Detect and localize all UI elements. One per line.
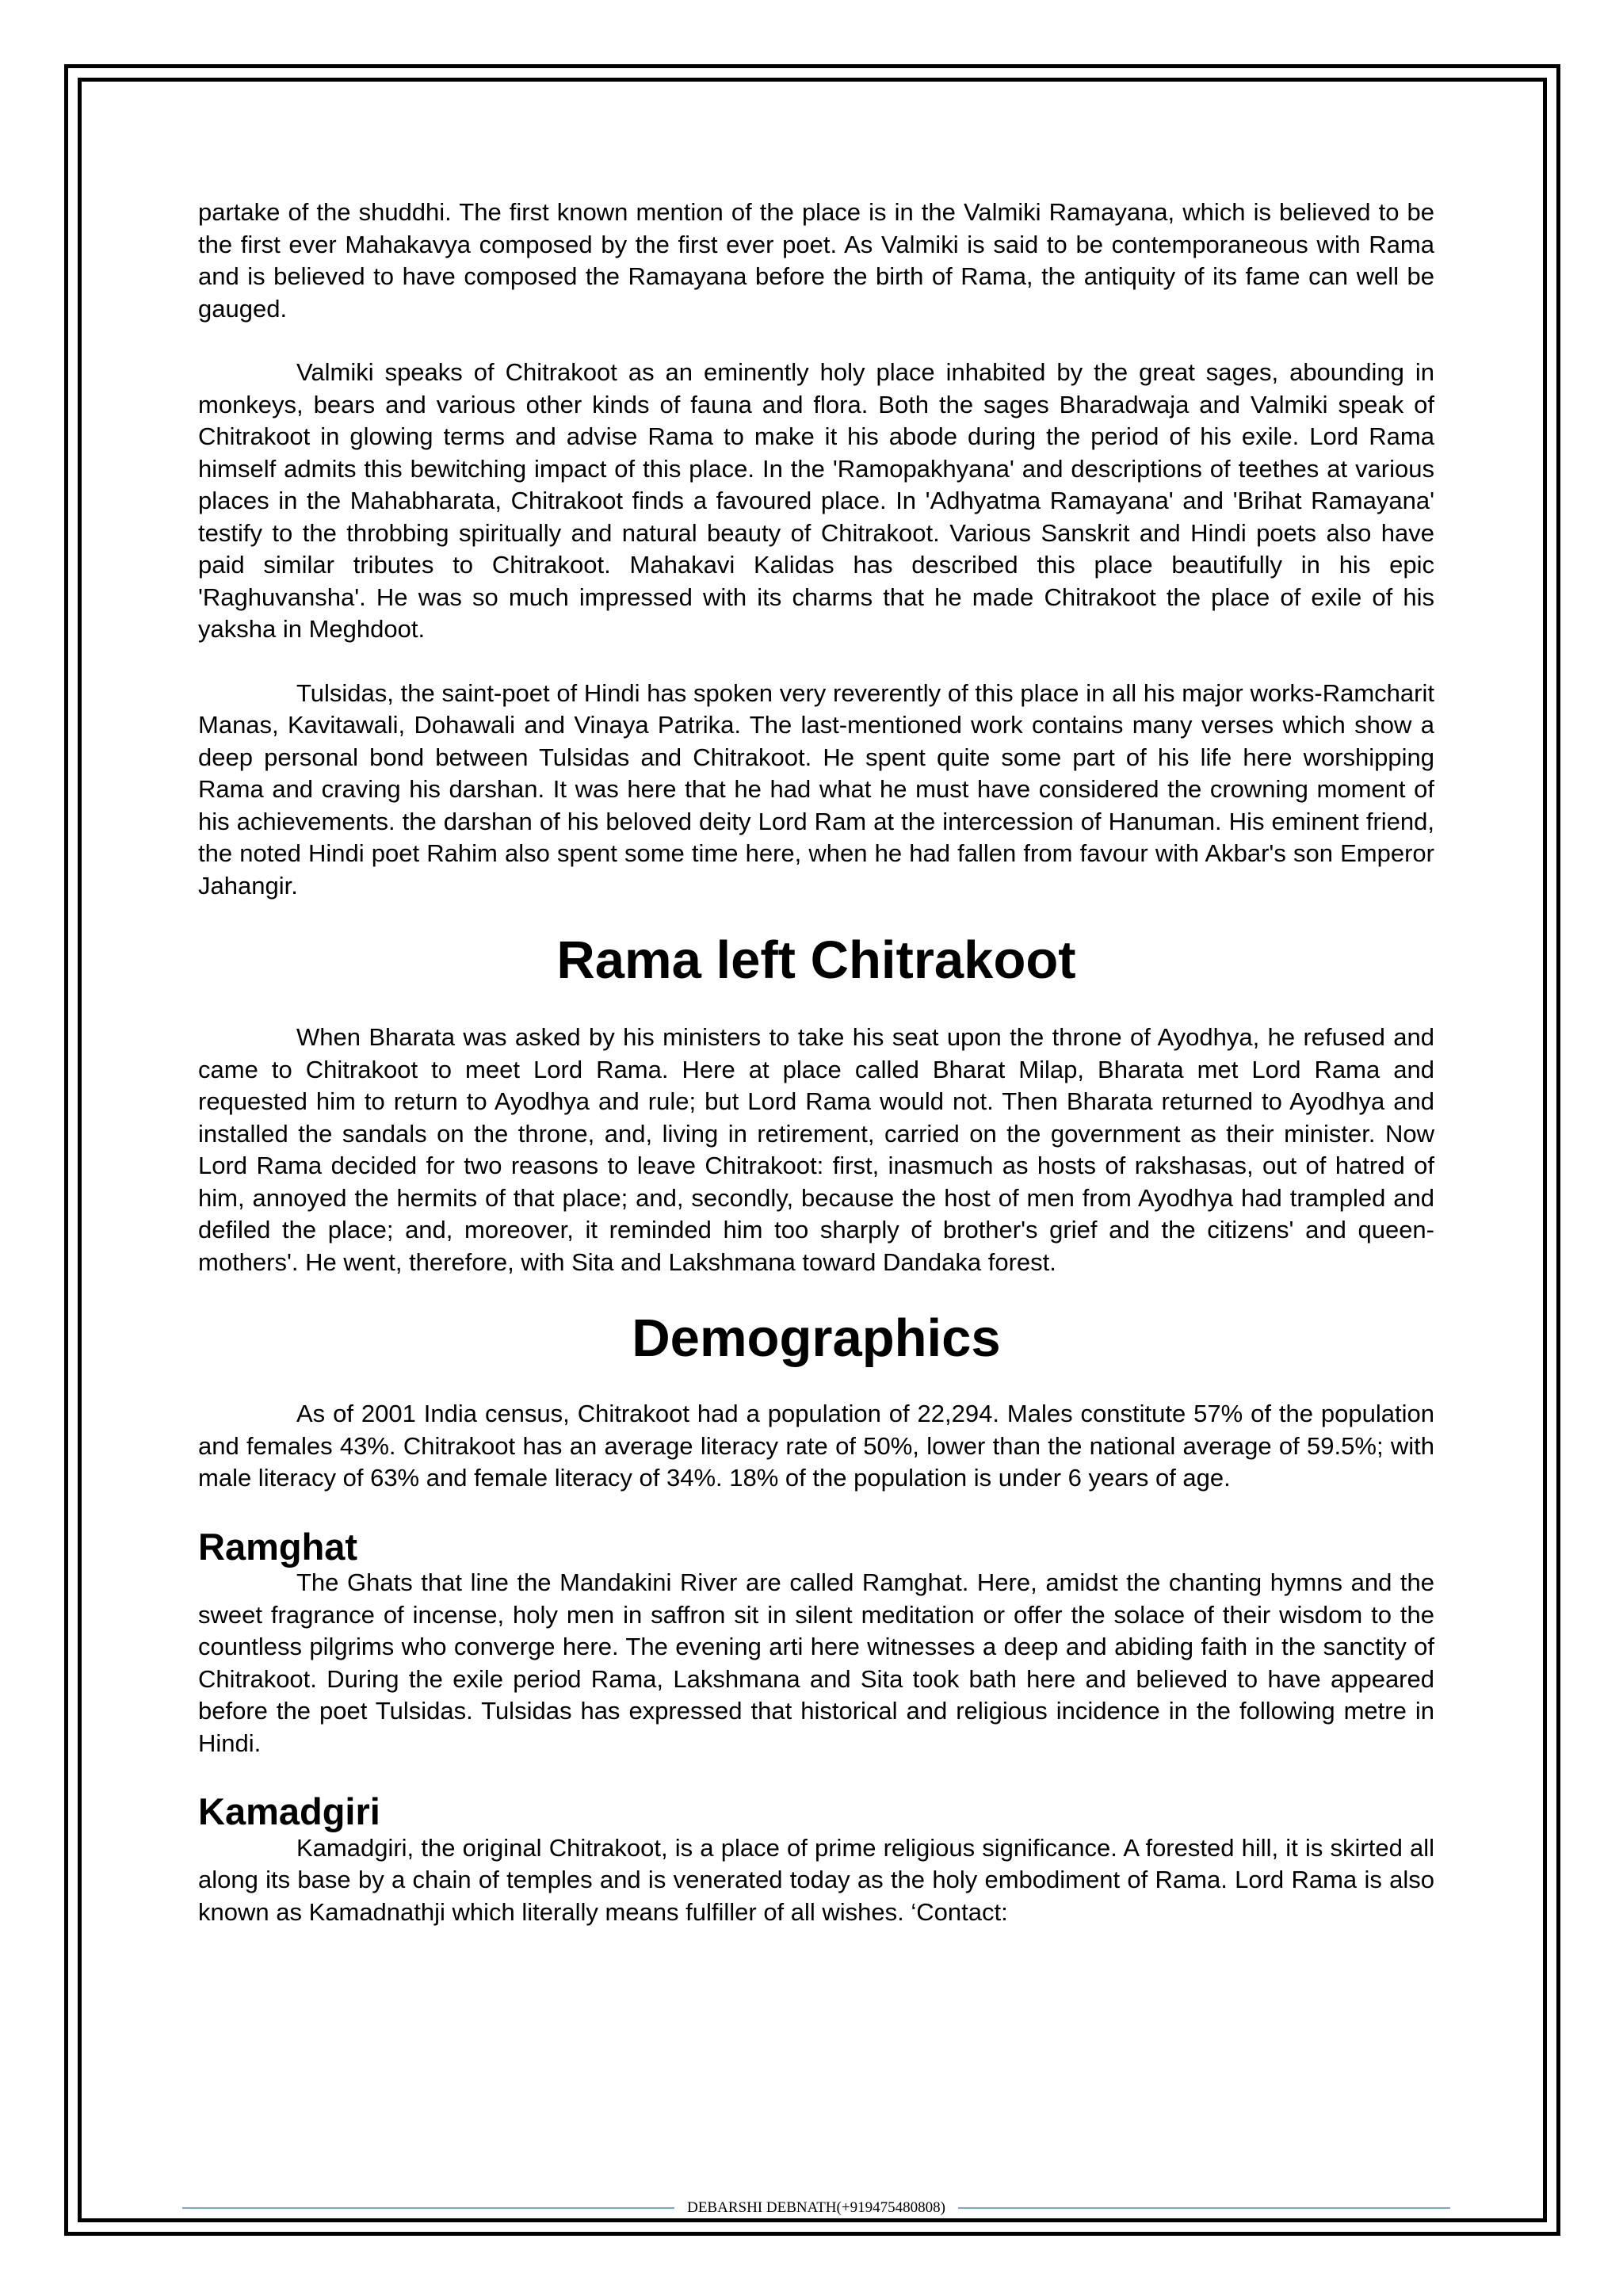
- footer-author: DEBARSHI DEBNATH(+919475480808): [687, 2199, 945, 2216]
- paragraph-tulsidas: Tulsidas, the saint-poet of Hindi has spoken very reverently of this place in all his major works-Ramcharit Manas, Kavitawali, Dohawali and Vinaya Patrika. The last-mentioned work contains many verses which show a deep personal bond between Tulsidas and Chitrakoot. He spent quite some part of his life here worshipping Rama and craving his darshan. It was here that he had what he must have considered the crowning moment of his achievements. the darshan of his beloved deity Lord Ram at the intercession of Hanuman. His eminent friend, the noted Hindi poet Rahim also spent some time here, when he had fallen from favour with Akbar's son Emperor Jahangir.: [198, 678, 1434, 900]
- footer-rule-left: [182, 2207, 674, 2209]
- paragraph-valmiki: Valmiki speaks of Chitrakoot as an eminently holy place inhabited by the great sages, abounding in monkeys, bears and various other kinds of fauna and flora. Both the sages Bharadwaja and Valmiki speak of Chitrakoot in glowing terms and advise Rama to make it his abode during the period of his exile. Lord Rama himself admits this bewitching impact of this place. In the 'Ramopakhyana' and descriptions of teethes at various places in the Mahabharata, Chitrakoot finds a favoured place. In 'Adhyatma Ramayana' and 'Brihat Ramayana' testify to the throbbing spiritually and natural beauty of Chitrakoot. Various Sanskrit and Hindi poets also have paid similar tributes to Chitrakoot. Mahakavi Kalidas has described this place beautifully in his epic 'Raghuvansha'. He was so much impressed with its charms that he made Chitrakoot the place of exile of his yaksha in Meghdoot.: [198, 358, 1434, 643]
- heading-rama-left-chitrakoot: Rama left Chitrakoot: [556, 930, 1076, 990]
- page-content: [198, 197, 1434, 1928]
- paragraph-intro: partake of the shuddhi. The first known mention of the place is in the Valmiki Ramayana, which is believed to be the first ever Mahakavya composed by the first ever poet. As Valmiki is said to be contemporaneous with Rama and is believed to have composed the Ramayana before the birth of Rama, the antiquity of its fame can well be gauged.: [198, 198, 1434, 323]
- paragraph-kamadgiri: Kamadgiri, the original Chitrakoot, is a place of prime religious significance. A forested hill, it is skirted all along its base by a chain of temples and is venerated today as the holy embodiment of Rama. Lord Rama is also known as Kamadnathji which literally means fulfiller of all wishes. ‘Contact:: [198, 1833, 1434, 1926]
- paragraph-demographics: As of 2001 India census, Chitrakoot had a population of 22,294. Males constitute 57% of the population and females 43%. Chitrakoot has an average literacy rate of 50%, lower than the national average of 59.5%; with male literacy of 63% and female literacy of 34%. 18% of the population is under 6 years of age.: [198, 1400, 1434, 1492]
- footer-rule-right: [958, 2207, 1450, 2209]
- page-footer: [182, 2199, 1450, 2217]
- heading-demographics: Demographics: [632, 1308, 1001, 1368]
- paragraph-ramghat: The Ghats that line the Mandakini River are called Ramghat. Here, amidst the chanting hymns and the sweet fragrance of incense, holy men in saffron sit in silent meditation or offer the solace of their wisdom to the countless pilgrims who converge here. The evening arti here witnesses a deep and abiding faith in the sanctity of Chitrakoot. During the exile period Rama, Lakshmana and Sita took bath here and believed to have appeared before the poet Tulsidas. Tulsidas has expressed that historical and religious incidence in the following metre in Hindi.: [198, 1568, 1434, 1757]
- heading-kamadgiri: Kamadgiri: [198, 1790, 380, 1833]
- paragraph-rama-left: When Bharata was asked by his ministers to take his seat upon the throne of Ayodhya, he refused and came to Chitrakoot to meet Lord Rama. Here at place called Bharat Milap, Bharata met Lord Rama and requested him to return to Ayodhya and rule; but Lord Rama would not. Then Bharata returned to Ayodhya and installed the sandals on the throne, and, living in retirement, carried on the government as their minister. Now Lord Rama decided for two reasons to leave Chitrakoot: first, inasmuch as hosts of rakshasas, out of hatred of him, annoyed the hermits of that place; and, secondly, because the host of men from Ayodhya had trampled and defiled the place; and, moreover, it reminded him too sharply of brother's grief and the citizens' and queen-mothers'. He went, therefore, with Sita and Lakshmana toward Dandaka forest.: [198, 1023, 1434, 1276]
- heading-ramghat: Ramghat: [198, 1525, 358, 1568]
